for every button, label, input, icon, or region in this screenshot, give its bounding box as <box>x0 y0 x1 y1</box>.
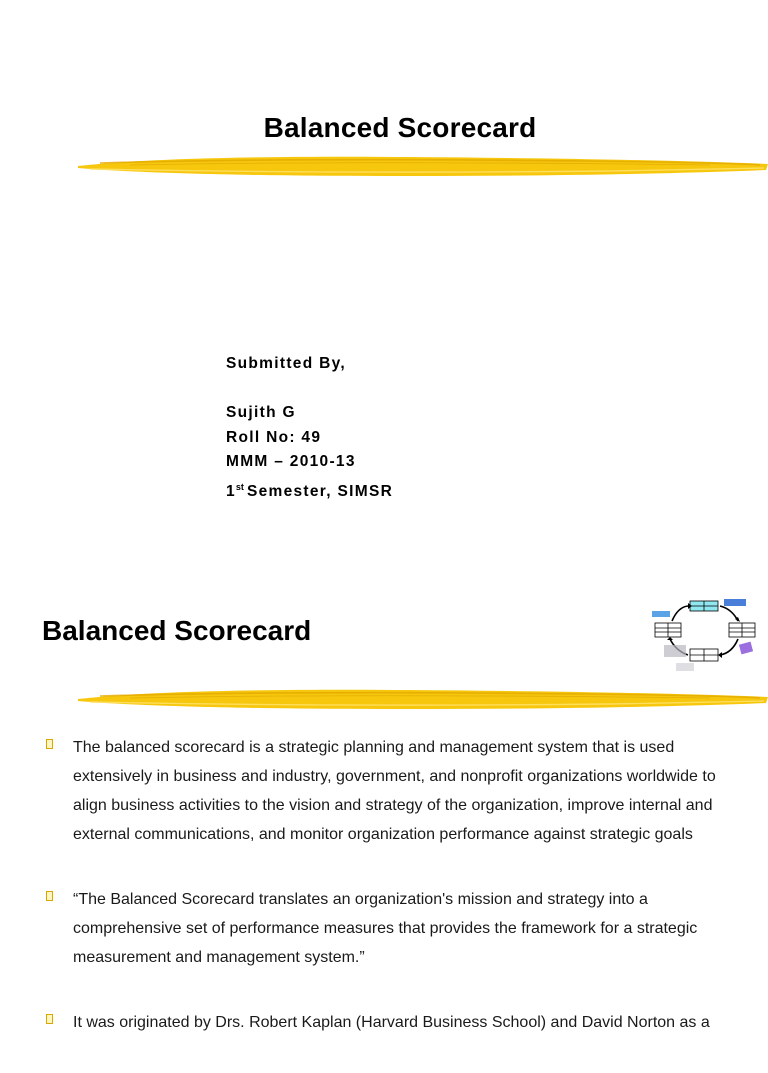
content-slide <box>0 585 768 1031</box>
bullet-text: It was originated by Drs. Robert Kaplan (Harvard Business School) and David Norton as a <box>73 1014 710 1031</box>
roll-number: Roll No: 49 <box>226 428 322 446</box>
bullet-text: The balanced scorecard is a strategic planning and management system that is used extensively in business and industry, government, and nonprofit organizations worldwide to align business activities to the vision and strategy of the organization, improve internal and external communications, and monitor organization performance against strategic goals <box>73 739 716 843</box>
semester-suffix: st <box>235 481 244 492</box>
semester-line <box>226 475 393 505</box>
bullet-icon <box>46 739 53 749</box>
brush-stroke-divider <box>70 683 768 715</box>
list-item <box>0 1008 768 1037</box>
list-item <box>0 885 768 972</box>
semester-number: 1 <box>226 482 236 500</box>
submitted-by-label: Submitted By, <box>226 355 346 372</box>
submission-info <box>226 352 393 504</box>
bullet-icon <box>46 1014 53 1024</box>
bullet-icon <box>46 891 53 901</box>
student-name: Sujith G <box>226 404 296 421</box>
slide-title: Balanced Scorecard <box>42 615 312 646</box>
balanced-scorecard-diagram-icon <box>650 597 760 675</box>
brush-stroke-divider <box>70 150 768 182</box>
slide-title: Balanced Scorecard <box>263 112 537 143</box>
semester-text: Semester, SIMSR <box>246 482 394 500</box>
bullet-text: “The Balanced Scorecard translates an organization's mission and strategy into a comprehensive set of performance measures that provides the framework for a strategic measurement and management system.” <box>73 891 698 966</box>
program-year: MMM – 2010-13 <box>226 453 356 470</box>
bullet-list <box>0 733 768 1073</box>
list-item <box>0 733 768 849</box>
